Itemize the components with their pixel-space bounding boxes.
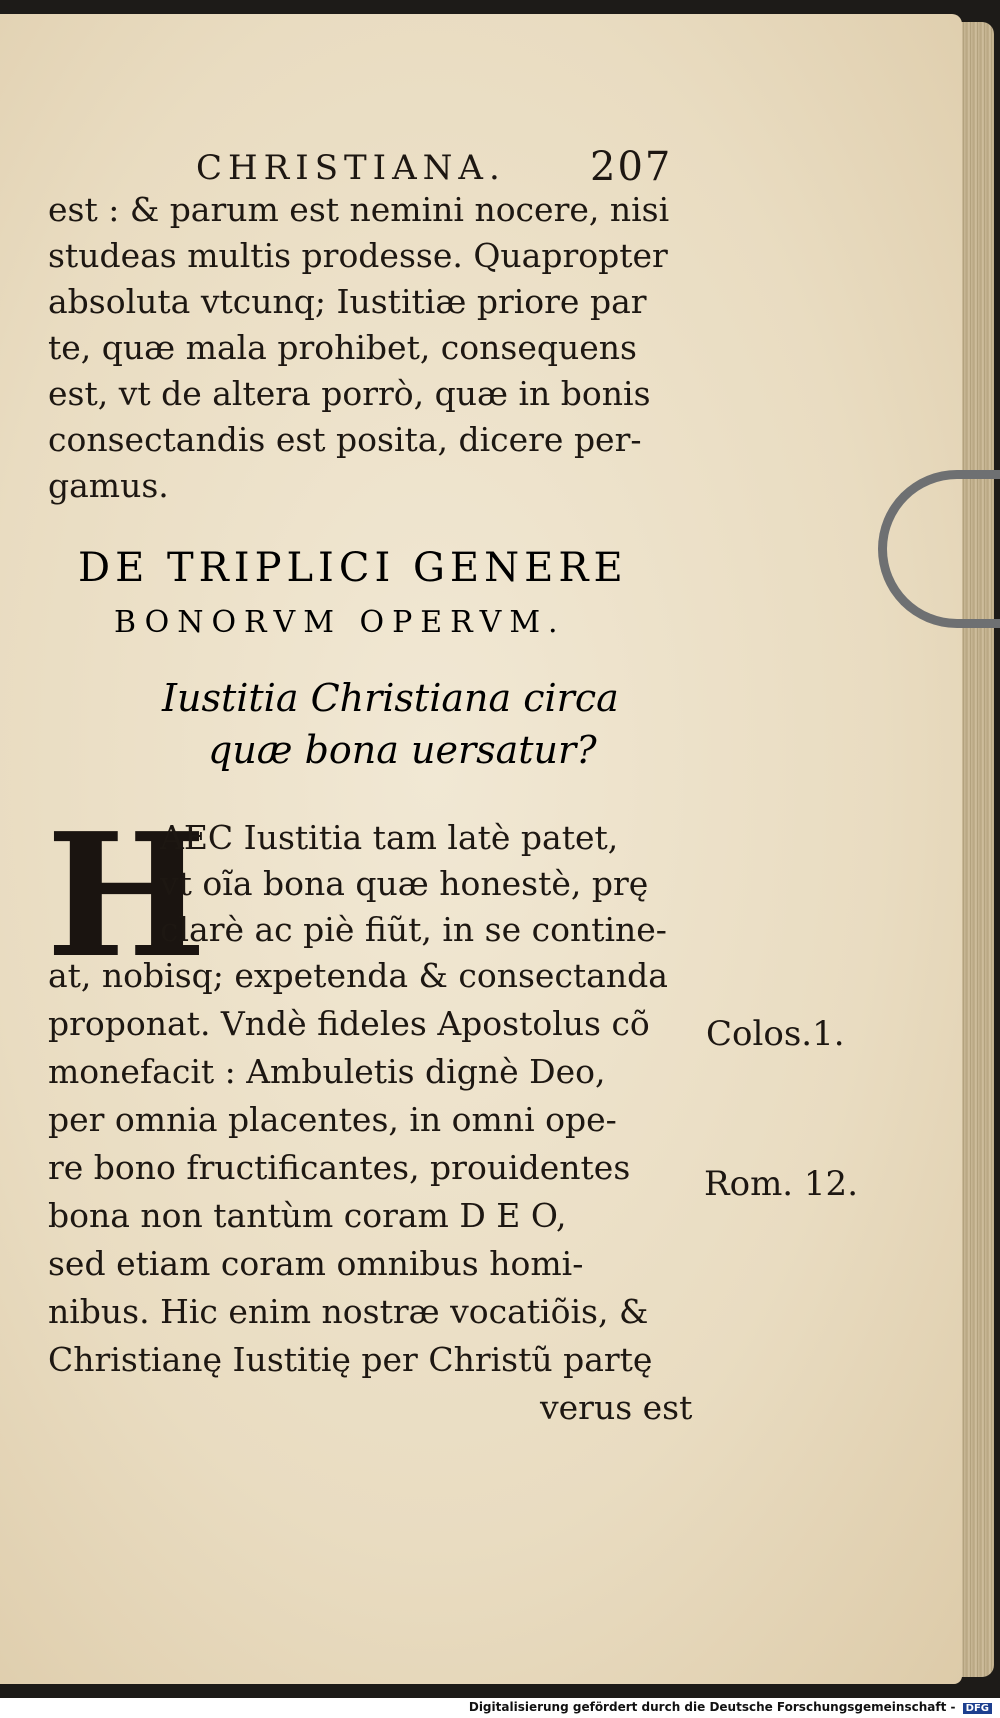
running-head-title: CHRISTIANA. (196, 148, 506, 188)
text-line: Christianę Iustitię per Christũ partę (48, 1340, 653, 1379)
text-line: re bono fructificantes, prouidentes (48, 1148, 631, 1187)
question-line2: quæ bona uersatur? (208, 728, 597, 772)
text-line: monefacit : Ambuletis dignè Deo, (48, 1052, 606, 1091)
catchword: verus est (540, 1388, 693, 1427)
text-line: per omnia placentes, in omni ope- (48, 1100, 617, 1139)
text-line: vt oĩa bona quæ honestè, prę (160, 864, 649, 903)
text-line: sed etiam coram omnibus homi- (48, 1244, 584, 1283)
text-line: te, quæ mala prohibet, consequens (48, 328, 637, 367)
text-line: absoluta vtcunq; Iustitiæ priore par (48, 282, 647, 321)
dfg-logo: DFG (963, 1703, 992, 1714)
page-number: 207 (590, 144, 673, 190)
text-line: clarè ac piè fiũt, in se contine- (160, 910, 667, 949)
text-line: at, nobisq; expetenda & consectanda (48, 956, 668, 995)
section-heading-line2: BONORVM OPERVM. (114, 605, 566, 640)
question-line1: Iustitia Christiana circa (162, 676, 619, 720)
text-line: nibus. Hic enim nostræ vocatiõis, & (48, 1292, 649, 1331)
text-line: bona non tantùm coram D E O, (48, 1196, 567, 1235)
running-head (196, 144, 716, 190)
footer (469, 1700, 992, 1714)
text-line: gamus. (48, 466, 169, 505)
text-line: studeas multis prodesse. Quapropter (48, 236, 668, 275)
margin-note-colossians: Colos.1. (706, 1014, 845, 1054)
text-line: est, vt de altera porrò, quæ in bonis (48, 374, 651, 413)
section-heading-line1: DE TRIPLICI GENERE (78, 545, 628, 591)
text-line: consectandis est posita, dicere per- (48, 420, 642, 459)
text-line: AEC Iustitia tam latè patet, (160, 818, 619, 857)
margin-note-romans: Rom. 12. (704, 1164, 858, 1204)
footer-text: Digitalisierung gefördert durch die Deutsche Forschungsgemeinschaft - (468, 1700, 956, 1714)
drop-cap: H (46, 796, 207, 996)
text-line: est : & parum est nemini nocere, nisi (48, 190, 670, 229)
text-line: proponat. Vndè fideles Apostolus cõ (48, 1004, 650, 1043)
